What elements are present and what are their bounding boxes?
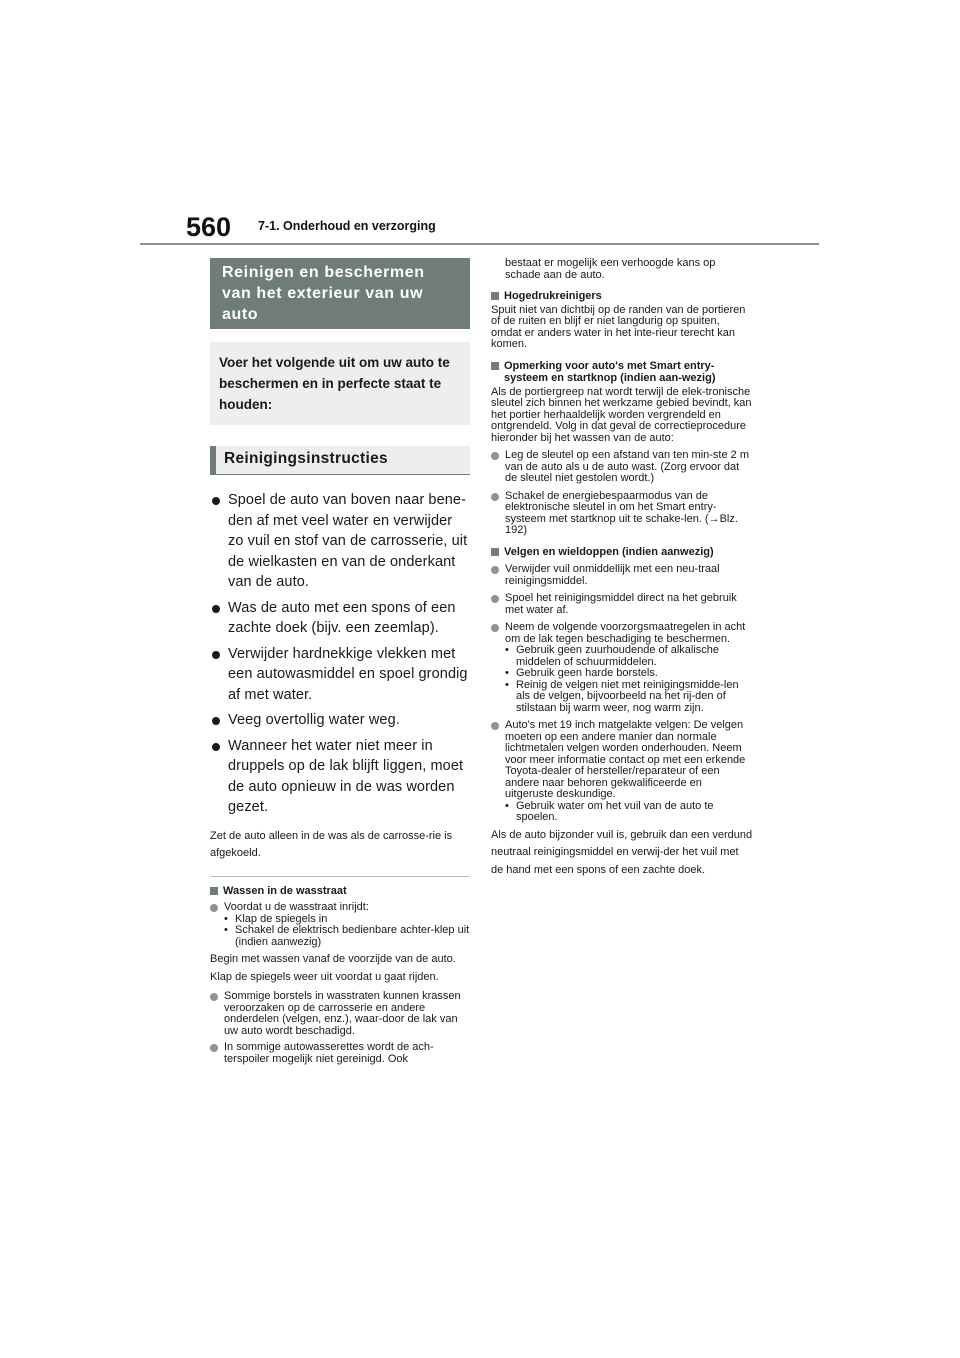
bullet-icon <box>212 605 220 613</box>
subheading-cleaning-instructions: Reinigingsinstructies <box>210 446 470 475</box>
square-bullet-icon <box>491 548 499 556</box>
list-item: Leg de sleutel op een afstand van ten min-ste 2 m van de auto als u de auto wast. (Zorg ervoor dat de sleutel niet gestolen wordt.) <box>491 450 753 485</box>
intro-box: Voer het volgende uit om uw auto te beschermen en in perfecte staat te houden: <box>210 342 470 425</box>
heading-car-wash: Wassen in de wasstraat <box>210 885 470 898</box>
circle-bullet-icon <box>491 722 499 730</box>
bullet-icon <box>212 651 220 659</box>
list-item: Schakel de energiebespaarmodus van de elektronische sleutel in om het Smart entry-systeem met startknop uit te schake-len. (→Blz. 192) <box>491 491 753 537</box>
bullet-icon <box>212 743 220 751</box>
right-column <box>491 258 753 879</box>
list-item: In sommige autowasserettes wordt de ach-terspoiler mogelijk niet gereinigd. Ook <box>210 1042 470 1065</box>
bullet-icon <box>212 717 220 725</box>
section-title: 7-1. Onderhoud en verzorging <box>258 219 436 233</box>
heading-high-pressure: Hogedrukreinigers <box>491 290 753 303</box>
dash-list: • Klap de spiegels in • Schakel de elektrisch bedienbare achter-klep uit (indien aanwezig) <box>224 914 470 949</box>
circle-bullet-icon <box>210 993 218 1001</box>
list-item: Voordat u de wasstraat inrijdt: • Klap de spiegels in • Schakel de elektrisch bedienbare achter-klep uit (indien aanwezig) <box>210 902 470 948</box>
high-pressure-text: Spuit niet van dichtbij op de randen van de portieren of de ruiten en blijf er niet langdurig op spuiten, omdat er anders water in het inte-rieur terecht kan komen. <box>491 303 746 350</box>
circle-bullet-icon <box>210 1044 218 1052</box>
circle-bullet-icon <box>491 452 499 460</box>
circle-bullet-icon <box>491 595 499 603</box>
circle-bullet-icon <box>491 566 499 574</box>
square-bullet-icon <box>491 362 499 370</box>
circle-bullet-icon <box>491 624 499 632</box>
list-item: Auto's met 19 inch matgelakte velgen: De velgen moeten op een andere manier dan normale lichtmetalen velgen worden onderhouden. Neem voor meer informatie contact op met een erkende Toyota-dealer of hersteller/reparateur of een andere naar behoren gekwalificeerde en uitgeruste deskundige. • Gebruik water om het vuil van de auto te spoelen. <box>491 720 753 824</box>
list-item: Spoel het reinigingsmiddel direct na het gebruik met water af. <box>491 593 753 616</box>
page-number: 560 <box>186 212 232 242</box>
wash-paragraph: Begin met wassen vanaf de voorzijde van de auto. Klap de spiegels weer uit voordat u gaat rijden. <box>210 953 456 983</box>
list-item: Verwijder vuil onmiddellijk met een neu-traal reinigingsmiddel. <box>491 564 753 587</box>
list-item: Veeg overtollig water weg. <box>210 710 470 731</box>
smart-entry-text: Als de portiergreep nat wordt terwijl de elek-tronische sleutel zich binnen het werkzame gebied bevindt, kan het portier herhaaldelijk worden vergrendeld en ontgrendeld. Volg in dat geval de correctieprocedure hieronder bij het wassen van de auto: <box>491 385 752 444</box>
square-bullet-icon <box>491 292 499 300</box>
heading-smart-entry: Opmerking voor auto's met Smart entry-systeem en startknop (indien aan-wezig) <box>491 360 753 385</box>
dash-list: • Gebruik water om het vuil van de auto te spoelen. <box>505 801 753 824</box>
list-item: Spoel de auto van boven naar bene-den af met veel water en verwijder zo vuil en stof van de carrosserie, uit de wielkasten en van de onderkant van de auto. <box>210 490 470 593</box>
square-bullet-icon <box>210 887 218 895</box>
bullet-icon <box>212 497 220 505</box>
cleaning-steps-list <box>210 490 470 818</box>
list-item: Neem de volgende voorzorgsmaatregelen in acht om de lak tegen beschadiging te beschermen. • Gebruik geen zuurhoudende of alkalische middelen of schuurmiddelen. • Gebruik geen harde borstels. • Reinig de velgen niet met reinigingsmidde-len als de velgen, bijvoorbeeld na het rij-den of stilstaan bij warm weer, nog warm zijn. <box>491 622 753 714</box>
section-divider <box>210 876 470 877</box>
circle-bullet-icon <box>210 904 218 912</box>
circle-bullet-icon <box>491 493 499 501</box>
chapter-title: Reinigen en beschermen van het exterieur van uw auto <box>210 258 470 329</box>
cooling-note: Zet de auto alleen in de was als de carrosse-rie is afgekoeld. <box>210 829 453 859</box>
dash-list: • Gebruik geen zuurhoudende of alkalische middelen of schuurmiddelen. • Gebruik geen harde borstels. • Reinig de velgen niet met reinigingsmidde-len als de velgen, bijvoorbeeld na het rij-den of stilstaan bij warm weer, nog warm zijn. <box>505 645 753 714</box>
list-item: Wanneer het water niet meer in druppels op de lak blijft liggen, moet de auto opnieuw in de was worden gezet. <box>210 736 470 818</box>
final-paragraph: Als de auto bijzonder vuil is, gebruik dan een verdund neutraal reinigingsmiddel en verwij-der het vuil met de hand met een spons of een zachte doek. <box>491 828 753 876</box>
list-item: Was de auto met een spons of een zachte doek (bijv. een zeemlap). <box>210 598 470 639</box>
header-divider <box>140 243 819 245</box>
left-column <box>210 258 470 1065</box>
heading-wheels: Velgen en wieldoppen (indien aanwezig) <box>491 546 753 559</box>
continued-text: bestaat er mogelijk een verhoogde kans op schade aan de auto. <box>505 257 716 281</box>
list-item: Sommige borstels in wasstraten kunnen krassen veroorzaken op de carrosserie en andere onderdelen (velgen, enz.), waar-door de lak van uw auto wordt beschadigd. <box>210 991 470 1037</box>
list-item: Verwijder hardnekkige vlekken met een autowasmiddel en spoel grondig af met water. <box>210 644 470 706</box>
